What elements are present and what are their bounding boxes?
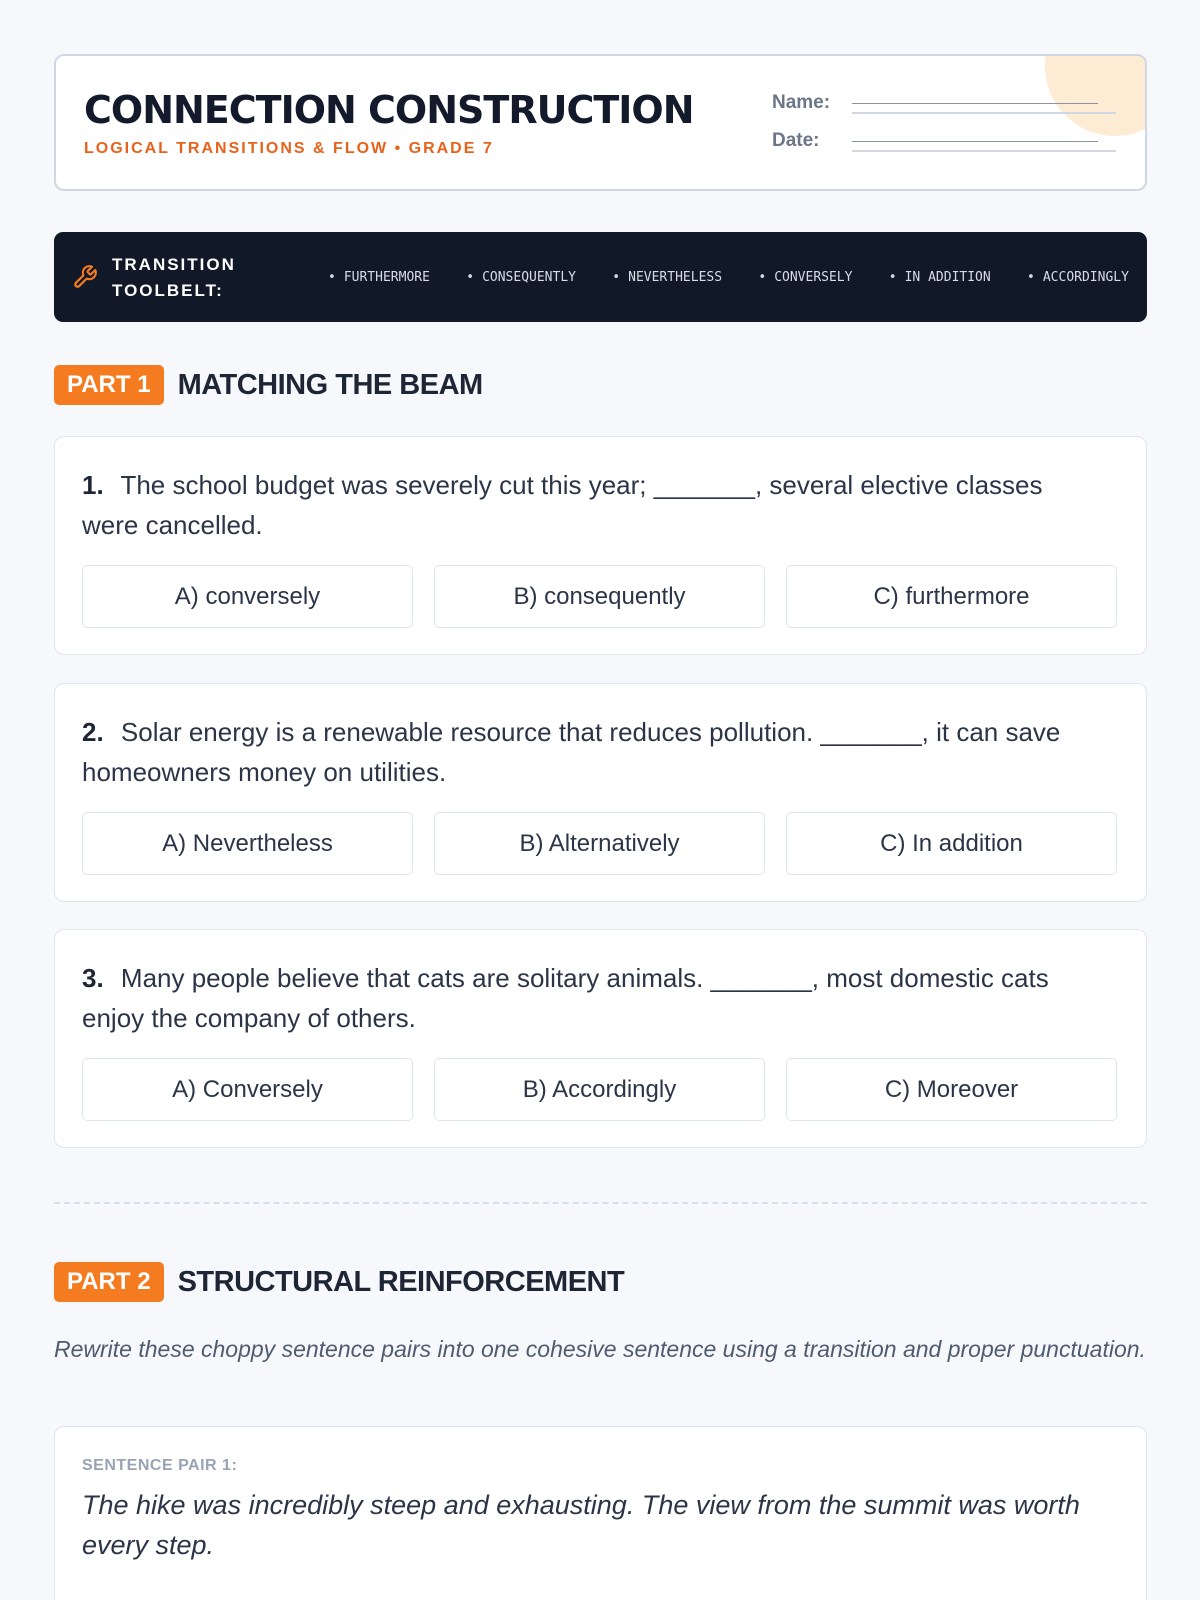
- question-2-text: [82, 712, 1092, 792]
- option-c-button[interactable]: C) Moreover: [786, 1058, 1117, 1121]
- part2-title: STRUCTURAL REINFORCEMENT: [177, 1265, 625, 1298]
- option-a-button[interactable]: A) Nevertheless: [82, 812, 413, 875]
- date-label: Date:: [772, 130, 820, 151]
- option-a-button[interactable]: A) Conversely: [82, 1058, 413, 1121]
- question-number: 1.: [82, 470, 104, 500]
- sentence-pair-text: The hike was incredibly steep and exhausting. The view from the summit was worth every step.: [82, 1490, 1080, 1560]
- part2-badge: PART 2: [54, 1262, 164, 1302]
- toolbelt-word: • NEVERTHELESS: [612, 270, 722, 285]
- page-title: CONNECTION CONSTRUCTION: [84, 88, 694, 132]
- name-field: [772, 90, 1116, 114]
- part2-header: [54, 1262, 624, 1302]
- question-number: 3.: [82, 963, 104, 993]
- option-a-button[interactable]: A) conversely: [82, 565, 413, 628]
- worksheet-header: [54, 54, 1147, 191]
- date-input-line[interactable]: [852, 128, 1116, 152]
- option-b-button[interactable]: B) Accordingly: [434, 1058, 765, 1121]
- transition-toolbelt: [54, 232, 1147, 322]
- toolbelt-word: • IN ADDITION: [889, 270, 991, 285]
- toolbelt-word: • ACCORDINGLY: [1027, 270, 1129, 285]
- answer-options: [82, 1058, 1117, 1121]
- answer-options: [82, 565, 1117, 628]
- question-1-text: [82, 465, 1092, 545]
- toolbelt-label: TRANSITION TOOLBELT:: [112, 255, 236, 300]
- option-c-button[interactable]: C) furthermore: [786, 565, 1117, 628]
- section-divider: [54, 1202, 1147, 1204]
- option-c-button[interactable]: C) In addition: [786, 812, 1117, 875]
- toolbelt-word-list: [328, 232, 1129, 322]
- question-prompt: Solar energy is a renewable resource that reduces pollution. _______, it can save homeowners money on utilities.: [82, 717, 1061, 787]
- question-prompt: The school budget was severely cut this year; _______, several elective classes were cancelled.: [82, 470, 1043, 540]
- question-3-text: [82, 958, 1092, 1038]
- question-card-3: [54, 929, 1147, 1148]
- page-subtitle: LOGICAL TRANSITIONS & FLOW • GRADE 7: [84, 140, 494, 157]
- toolbelt-word: • CONVERSELY: [758, 270, 852, 285]
- toolbelt-word: • CONSEQUENTLY: [466, 270, 576, 285]
- option-b-button[interactable]: B) Alternatively: [434, 812, 765, 875]
- part2-instructions: Rewrite these choppy sentence pairs into one cohesive sentence using a transition and proper punctuation.: [54, 1336, 1146, 1362]
- toolbelt-word: • FURTHERMORE: [328, 270, 430, 285]
- wrench-icon: [72, 264, 98, 290]
- date-field: [772, 128, 1116, 152]
- name-input-line[interactable]: [852, 90, 1116, 114]
- question-number: 2.: [82, 717, 104, 747]
- part1-header: [54, 365, 483, 405]
- part1-title: MATCHING THE BEAM: [177, 368, 483, 401]
- answer-options: [82, 812, 1117, 875]
- question-prompt: Many people believe that cats are solitary animals. _______, most domestic cats enjoy the company of others.: [82, 963, 1049, 1033]
- option-b-button[interactable]: B) consequently: [434, 565, 765, 628]
- name-label: Name:: [772, 92, 831, 113]
- question-card-2: [54, 683, 1147, 902]
- sentence-pair-card-1: [54, 1426, 1147, 1600]
- question-card-1: [54, 436, 1147, 655]
- part1-badge: PART 1: [54, 365, 164, 405]
- sentence-pair-label: SENTENCE PAIR 1:: [82, 1457, 238, 1474]
